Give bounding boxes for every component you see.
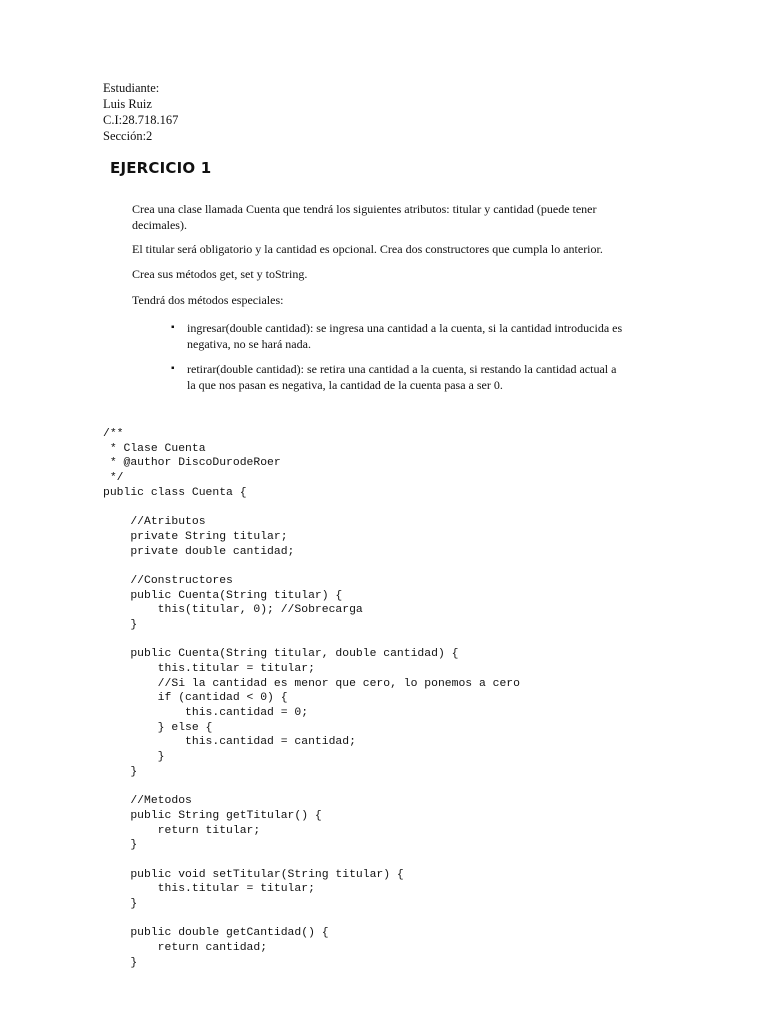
code-line <box>103 853 520 868</box>
student-info <box>103 80 178 144</box>
code-block <box>103 427 520 970</box>
student-section: Sección:2 <box>103 129 153 143</box>
statement-paragraph: Tendrá dos métodos especiales: <box>132 293 284 307</box>
code-line: this.cantidad = 0; <box>103 707 309 720</box>
student-ci: C.I:28.718.167 <box>103 113 179 127</box>
code-line: if (cantidad < 0) { <box>103 692 288 705</box>
student-label: Estudiante: <box>103 81 160 95</box>
code-line: this.titular = titular; <box>103 663 315 675</box>
code-line: public double getCantidad() { <box>103 927 329 940</box>
code-line <box>103 500 520 515</box>
code-line: * @author DiscoDurodeRoer <box>103 457 281 470</box>
code-line: private double cantidad; <box>103 545 295 558</box>
code-line: private String titular; <box>103 530 288 543</box>
bullet-icon: ▪ <box>171 322 175 333</box>
code-line: } <box>103 839 138 852</box>
method-bullet-ingresar <box>171 320 627 352</box>
code-line: return titular; <box>103 824 261 837</box>
code-line: //Constructores <box>103 574 233 587</box>
code-line: public void setTitular(String titular) { <box>103 868 404 881</box>
code-line: } <box>103 765 138 778</box>
student-name: Luis Ruiz <box>103 97 152 111</box>
method-bullet-retirar <box>171 361 627 393</box>
code-line: } <box>103 618 138 631</box>
code-line: } <box>103 751 165 764</box>
statement-paragraph: Crea una clase llamada Cuenta que tendrá los siguientes atributos: titular y cantidad (puede tener decimales). <box>132 202 597 232</box>
code-line: */ <box>103 472 124 485</box>
code-line: this.titular = titular; <box>103 883 315 896</box>
code-line: } <box>103 898 138 910</box>
code-line: public String getTitular() { <box>103 809 322 822</box>
bullet-text: ingresar(double cantidad): se ingresa una cantidad a la cuenta, si la cantidad introducida es negativa, no se hará nada. <box>187 321 623 351</box>
statement-paragraph: El titular será obligatorio y la cantidad es opcional. Crea dos constructores que cumpla lo anterior. <box>132 242 603 256</box>
code-line: } else { <box>103 721 213 734</box>
exercise-title: EJERCICIO 1 <box>110 159 212 177</box>
code-line: /** <box>103 428 124 440</box>
statement-paragraph: Crea sus métodos get, set y toString. <box>132 267 308 281</box>
bullet-text: retirar(double cantidad): se retira una cantidad a la cuenta, si restando la cantidad actual a la que nos pasan es negativa, la cantidad de la cuenta pasa a ser 0. <box>187 362 617 392</box>
code-line: //Metodos <box>103 795 192 808</box>
code-line: this(titular, 0); //Sobrecarga <box>103 604 363 617</box>
code-line: this.cantidad = cantidad; <box>103 736 356 749</box>
code-line: //Si la cantidad es menor que cero, lo ponemos a cero <box>103 677 520 690</box>
code-line: //Atributos <box>103 516 206 529</box>
code-line <box>103 780 520 795</box>
code-line: public class Cuenta { <box>103 486 247 499</box>
code-line <box>103 559 520 574</box>
code-line <box>103 633 520 648</box>
code-line: public Cuenta(String titular, double cantidad) { <box>103 648 459 661</box>
code-line: } <box>103 956 138 969</box>
bullet-icon: ▪ <box>171 363 175 374</box>
code-line: public Cuenta(String titular) { <box>103 589 343 602</box>
code-line <box>103 912 520 927</box>
code-line: return cantidad; <box>103 942 268 955</box>
code-line: * Clase Cuenta <box>103 442 206 455</box>
